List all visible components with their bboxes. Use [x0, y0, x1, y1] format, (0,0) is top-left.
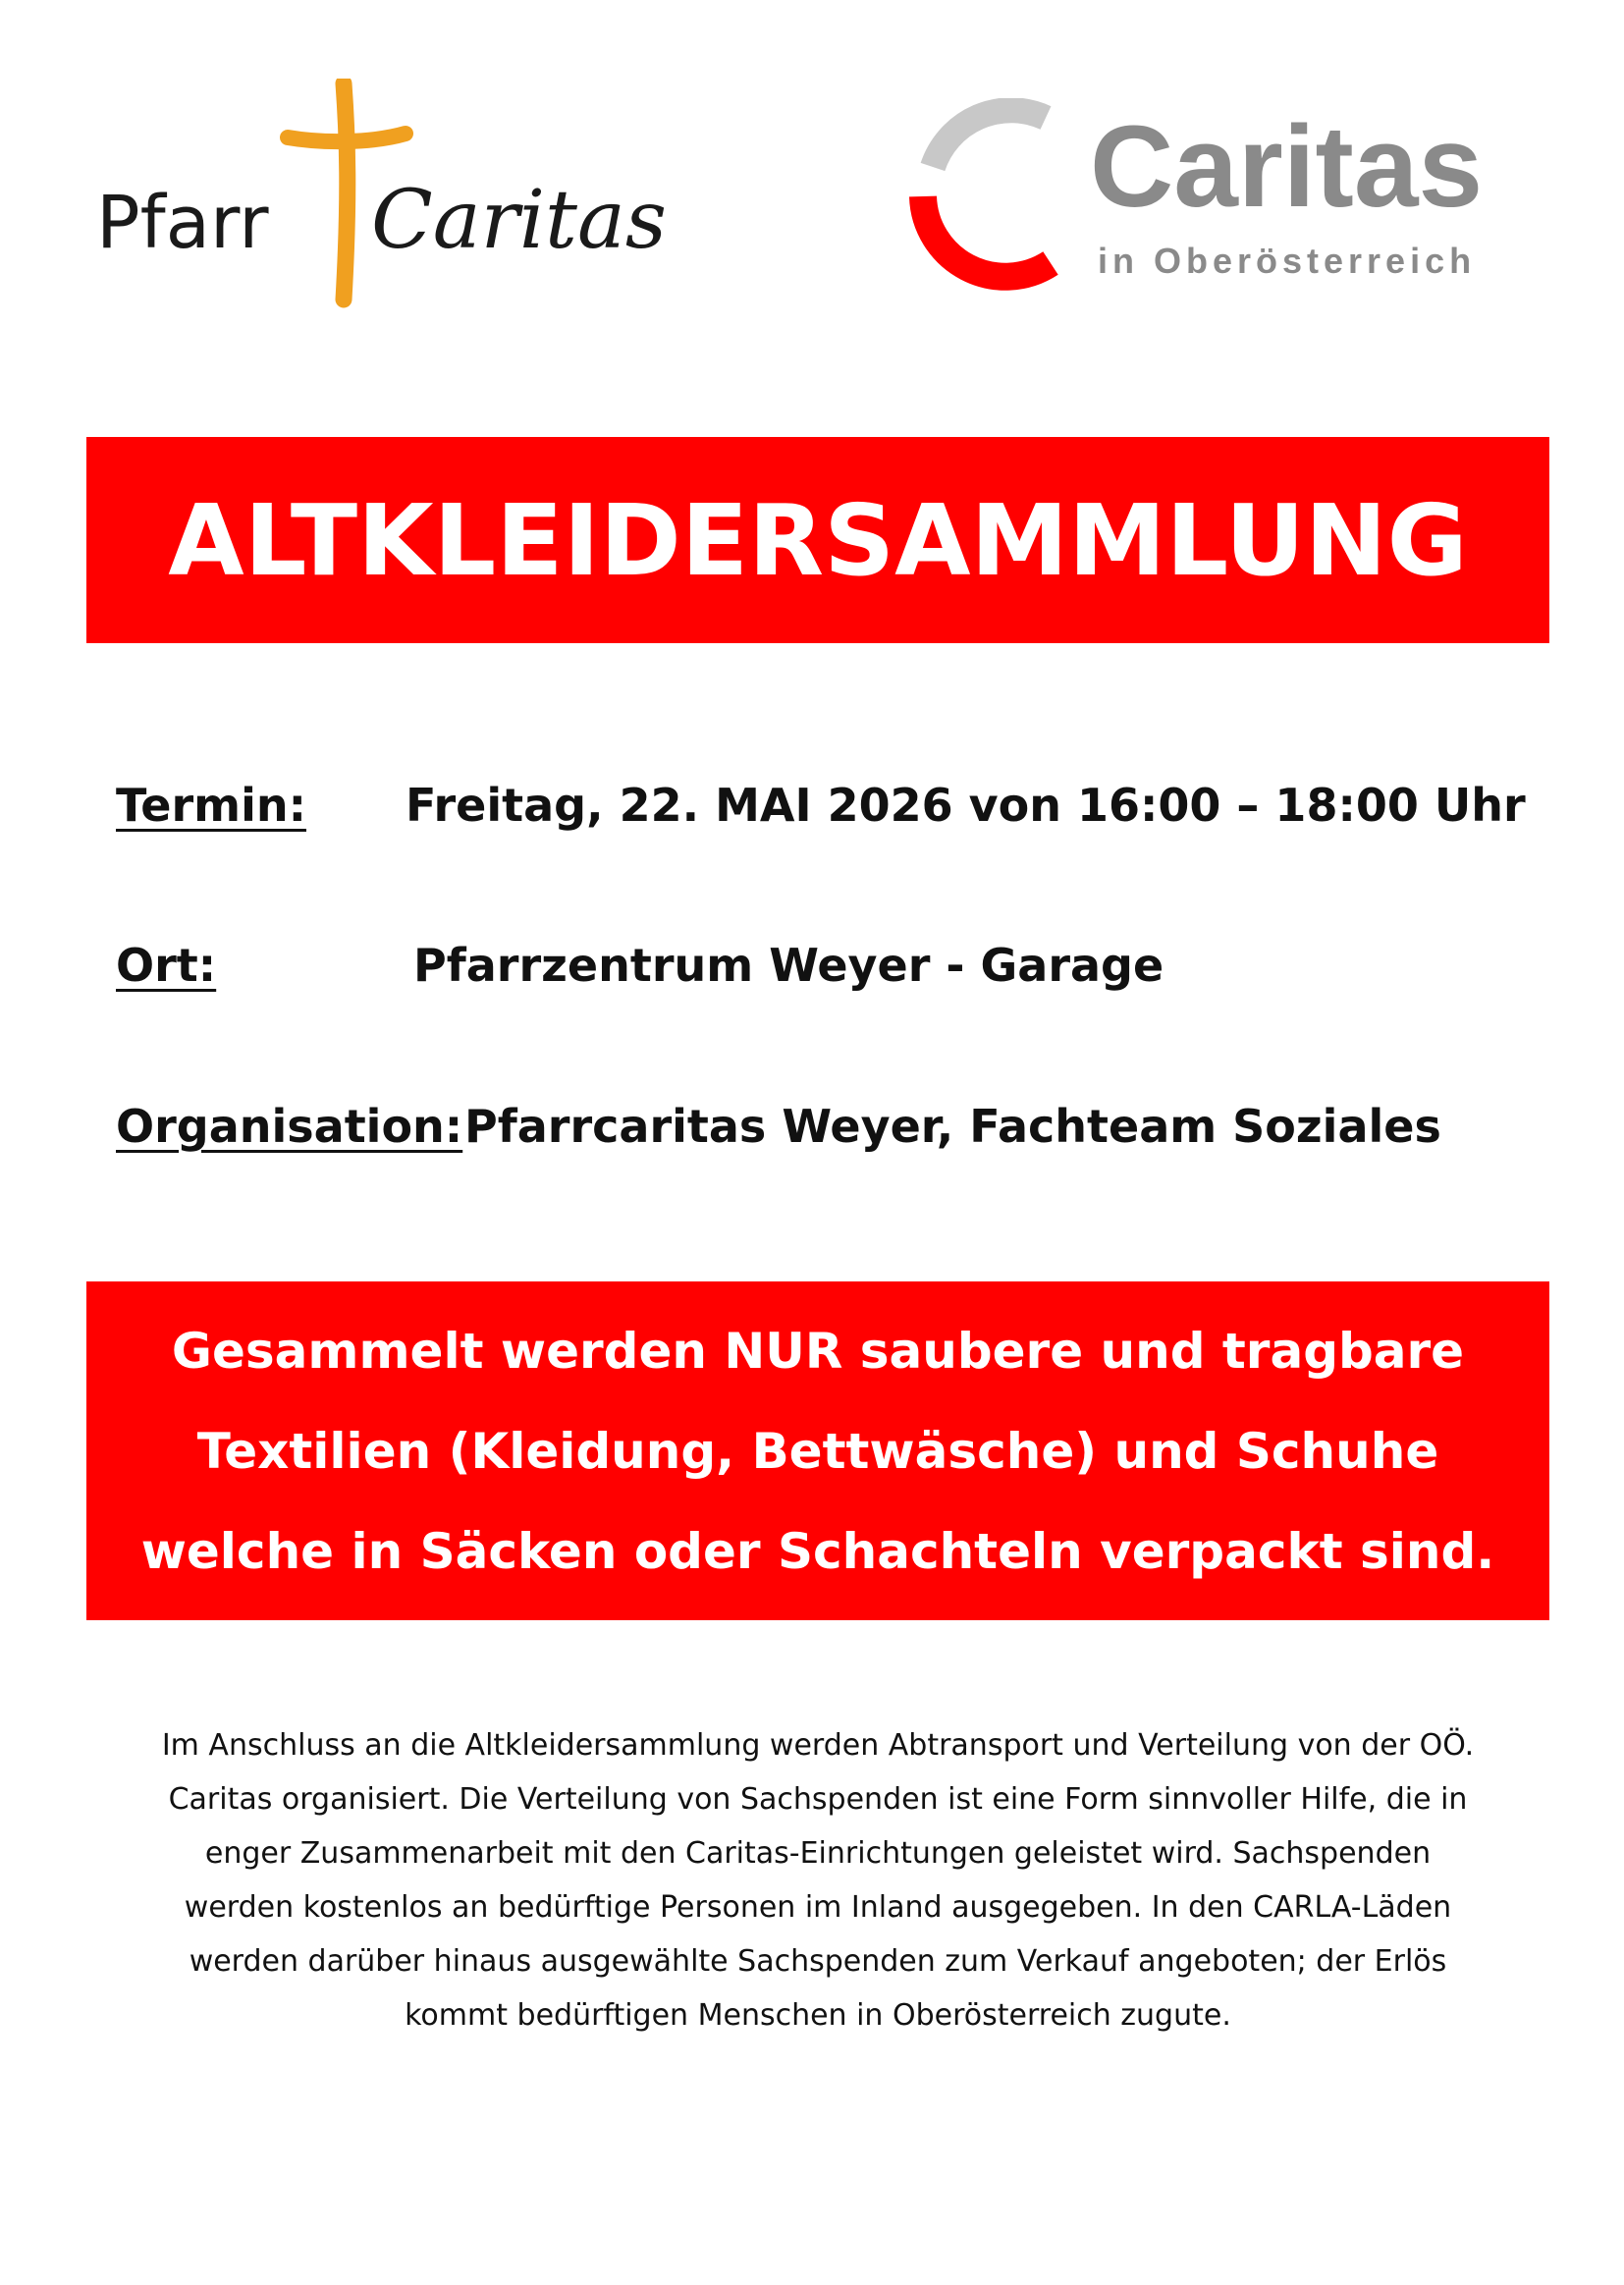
caritas-ooe-logo — [874, 98, 1542, 295]
caritas-tagline: in Oberösterreich — [1098, 241, 1477, 281]
paragraph-line: werden darüber hinaus ausgewählte Sachspenden zum Verkauf angeboten; der Erlös — [189, 1944, 1447, 1979]
caritas-script-text: Caritas — [371, 174, 667, 267]
pfarr-text: Pfarr — [96, 181, 269, 265]
pfarrcaritas-logo — [86, 79, 754, 314]
page-title: ALTKLEIDERSAMMLUNG — [168, 482, 1468, 598]
caritas-wordmark: Caritas — [1090, 102, 1484, 232]
detail-value: Pfarrcaritas Weyer, Fachteam Soziales — [464, 1100, 1441, 1153]
paragraph-line: werden kostenlos an bedürftige Personen im Inland ausgegeben. In den CARLA-Läden — [184, 1890, 1452, 1925]
detail-label: Organisation: — [116, 1100, 463, 1153]
notice-line: Gesammelt werden NUR saubere und tragbare — [171, 1322, 1465, 1380]
notice-line: Textilien (Kleidung, Bettwäsche) und Schuhe — [196, 1422, 1439, 1480]
paragraph-line: kommt bedürftigen Menschen in Oberösterreich zugute. — [405, 1998, 1231, 2033]
detail-label: Termin: — [116, 779, 306, 832]
cross-icon — [344, 83, 348, 299]
paragraph-line: enger Zusammenarbeit mit den Caritas-Einrichtungen geleistet wird. Sachspenden — [204, 1836, 1432, 1871]
detail-value: Pfarrzentrum Weyer - Garage — [413, 939, 1164, 992]
detail-value: Freitag, 22. MAI 2026 von 16:00 – 18:00 Uhr — [406, 779, 1526, 832]
notice-banner — [86, 1281, 1549, 1620]
caritas-c-icon — [933, 110, 1046, 167]
pfarrcaritas-logo-graphic — [86, 79, 754, 314]
detail-row-organisation — [116, 1092, 1530, 1161]
detail-row-ort — [116, 931, 1530, 1000]
paragraph-line: Im Anschluss an die Altkleidersammlung werden Abtransport und Verteilung von der OÖ. — [161, 1728, 1475, 1763]
detail-label: Ort: — [116, 939, 217, 992]
detail-row-termin — [116, 771, 1530, 840]
paragraph-line: Caritas organisiert. Die Verteilung von Sachspenden ist eine Form sinnvoller Hilfe, die in — [168, 1782, 1468, 1817]
title-banner — [86, 437, 1549, 643]
notice-line: welche in Säcken oder Schachteln verpackt sind. — [140, 1522, 1495, 1580]
info-paragraph — [86, 1718, 1549, 2042]
caritas-ooe-logo-graphic — [874, 98, 1542, 295]
